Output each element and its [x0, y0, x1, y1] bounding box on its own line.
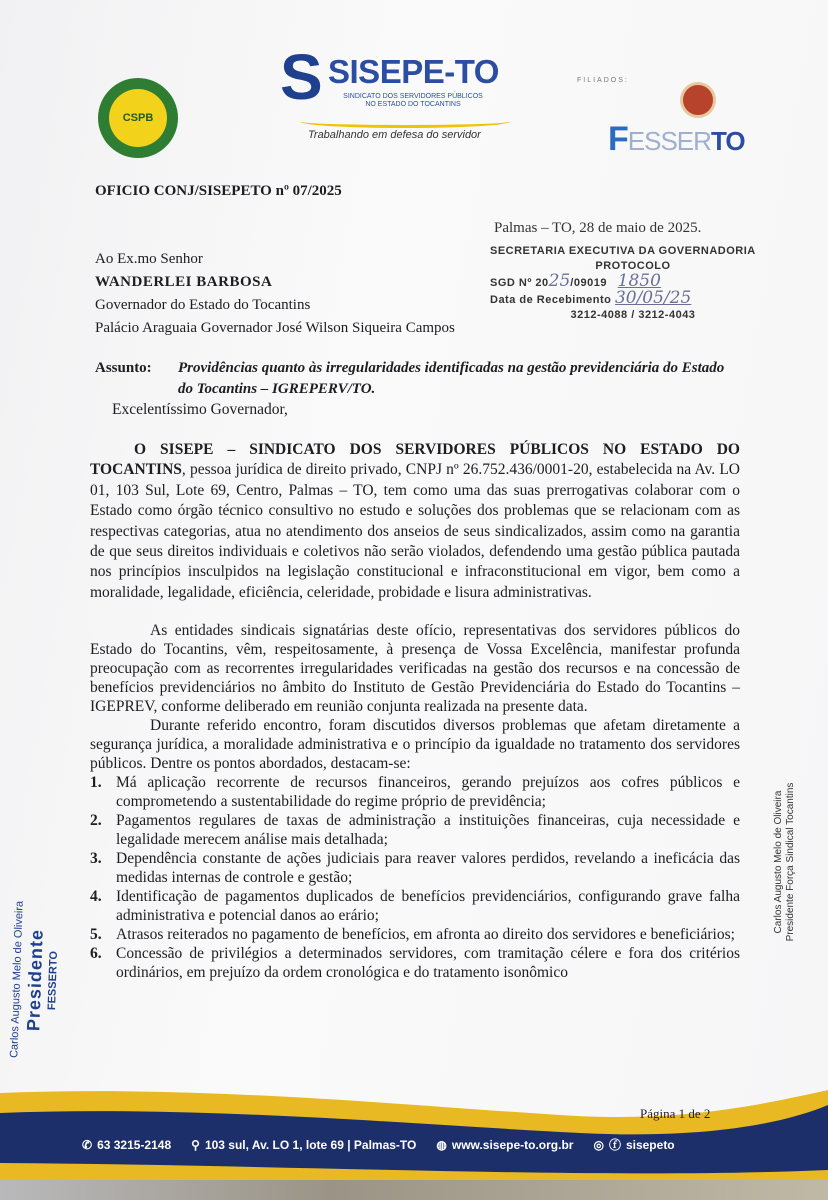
- stamp-role: Presidente Força Sindical Tocantins: [785, 782, 796, 942]
- sisepe-s-icon: S: [280, 41, 323, 113]
- location-pin-icon: ⚲: [191, 1137, 200, 1152]
- addressee-role: Governador do Estado do Tocantins: [95, 297, 311, 313]
- address-text: 103 sul, Av. LO 1, lote 69 | Palmas-TO: [204, 1137, 417, 1152]
- paragraph-2: As entidades sindicais signatárias deste ofício, representativas dos servidores públicos do Estado do Tocantins, vêm, respeitosamente, à presença de Vossa Excelência, manifestar profunda preocupação com as recorrentes irregularidades verificadas na gestão dos recursos e na concessão de benefícios previdenciários no âmbito do Instituto de Gestão Previdenciária do Estado do Tocantins – IGEPREV, conforme deliberado em reunião conjunta realizada na presente data.: [90, 622, 740, 716]
- background-surface: [0, 1180, 828, 1200]
- paragraph-3: Durante referido encontro, foram discutidos diversos problemas que afetam diretamente a segurança jurídica, a moralidade administrativa e o princípio da igualdade no tratamento dos servidores públicos. Dentre os pontos abordados, destacam-se:: [90, 717, 740, 773]
- footer-band: [0, 1085, 828, 1180]
- phone-text: 63 3215-2148: [97, 1137, 172, 1152]
- stamp-phones: 3212-4088 / 3212-4043: [570, 309, 696, 321]
- subject-label: Assunto:: [95, 360, 152, 376]
- filiados-label: FILIADOS:: [577, 77, 629, 84]
- list-item: [90, 811, 740, 849]
- stamp-org: FESSERTO: [45, 950, 61, 1011]
- addressee-name: WANDERLEI BARBOSA: [95, 274, 273, 290]
- website-text: www.sisepe-to.org.br: [451, 1137, 574, 1152]
- received-label: Data de Recebimento: [490, 294, 612, 306]
- right-signature-stamp: [773, 767, 797, 957]
- cspb-logo-text: CSPB: [109, 89, 167, 147]
- addressee-block: [95, 248, 455, 340]
- item-number: 1.: [90, 774, 102, 792]
- stamp-protocol: PROTOCOLO: [595, 260, 671, 272]
- document-date: Palmas – TO, 28 de maio de 2025.: [494, 220, 702, 236]
- sgd-handwritten: 1850: [617, 271, 661, 291]
- item-text: Concessão de privilégios a determinados servidores, com tramitação célere e fora dos critérios ordinários, em prejuízo da ordem cronológica e do tratamento isonômico: [116, 945, 740, 982]
- footer-contacts: [82, 1136, 675, 1153]
- brand-subtitle: SINDICATO DOS SERVIDORES PÚBLICOS NO ESTADO DO TOCANTINS: [343, 93, 483, 108]
- stamp-name: Carlos Augusto Melo de Oliveira: [773, 790, 784, 934]
- addressee-place: Palácio Araguaia Governador José Wilson Siqueira Campos: [95, 320, 455, 336]
- sgd-number: /09019: [570, 277, 607, 289]
- item-number: 6.: [90, 945, 102, 963]
- footer-website: [436, 1138, 573, 1152]
- left-signature-stamp: [7, 879, 64, 1081]
- brand-name: SISEPE-TO: [328, 53, 499, 90]
- paragraph-1: [90, 440, 740, 603]
- sgd-year-handwritten: 25: [548, 271, 571, 291]
- subject-text: Providências quanto às irregularidades identificadas na gestão previdenciária do Estado do Tocantins – IGREPERV/TO.: [178, 360, 725, 397]
- forca-sindical-logo: [680, 82, 716, 118]
- protocol-stamp: [490, 244, 776, 323]
- p1-bold: O SISEPE – SINDICATO DOS SERVIDORES PÚBLICOS NO ESTADO DO TOCANTINS: [90, 441, 740, 479]
- letter-body: [90, 358, 740, 982]
- footer-phone: [82, 1138, 171, 1152]
- fesserto-logo: FESSERTO: [608, 120, 745, 158]
- instagram-icon: ◎: [593, 1138, 604, 1152]
- item-text: Atrasos reiterados no pagamento de benefícios, em afronta ao direito dos servidores e beneficiários;: [116, 926, 735, 944]
- item-text: Pagamentos regulares de taxas de administração a instituições financeiras, cuja necessidade e legalidade merecem análise mais detalhada;: [116, 812, 740, 849]
- item-number: 3.: [90, 850, 102, 868]
- list-item: [90, 773, 740, 811]
- item-text: Má aplicação recorrente de recursos financeiros, gerando prejuízos aos cofres públicos e comprometendo a sustentabilidade do regime próprio de previdência;: [116, 774, 740, 811]
- addressee-salutation: Ao Ex.mo Senhor: [95, 251, 203, 267]
- document-title: OFICIO CONJ/SISEPETO nº 07/2025: [95, 183, 342, 199]
- item-text: Identificação de pagamentos duplicados de benefícios previdenciários, configurando grave falha administrativa e potencial danos ao erário;: [116, 888, 740, 925]
- page-number: Página 1 de 2: [640, 1106, 711, 1121]
- stamp-role: Presidente: [23, 928, 47, 1032]
- facebook-icon: ⓕ: [608, 1138, 621, 1152]
- sisepe-logo: [280, 41, 520, 155]
- list-item: [90, 925, 740, 944]
- swoosh-decoration: [300, 115, 510, 128]
- stamp-name: Carlos Augusto Melo de Oliveira: [8, 900, 26, 1059]
- greeting: Excelentíssimo Governador,: [112, 401, 288, 418]
- tagline: Trabalhando em defesa do servidor: [308, 129, 481, 141]
- cspb-logo: [98, 78, 178, 158]
- subject-block: [90, 358, 740, 400]
- social-text: sisepeto: [625, 1138, 675, 1152]
- list-item: [90, 887, 740, 925]
- footer-address: [191, 1138, 416, 1152]
- globe-icon: ◍: [436, 1137, 447, 1152]
- stamp-line: SECRETARIA EXECUTIVA DA GOVERNADORIA: [490, 245, 756, 257]
- issues-list: [90, 773, 740, 982]
- stamp-received: [490, 288, 776, 308]
- item-number: 2.: [90, 812, 102, 830]
- received-date-handwritten: 30/05/25: [614, 288, 692, 308]
- item-number: 5.: [90, 926, 102, 944]
- item-number: 4.: [90, 888, 102, 906]
- list-item: [90, 849, 740, 887]
- phone-icon: ✆: [82, 1137, 93, 1152]
- sgd-label: SGD Nº 20: [490, 277, 549, 289]
- item-text: Dependência constante de ações judiciais para reaver valores perdidos, revelando a ineficácia das medidas internas de controle e gestão;: [116, 850, 740, 887]
- footer-social: [593, 1136, 674, 1153]
- p1-text: , pessoa jurídica de direito privado, CNPJ nº 26.752.436/0001-20, estabelecida na Av. LO 01, 103 Sul, Lote 69, Centro, Palmas – TO, tem como uma das suas prerrogativas colaborar com o Estado como órgão técnico consultivo no estudo e soluções dos problemas que se relacionam com as respectivas categorias, atua no atendimento dos anseios de seus sindicalizados, assim como na garantia de que seus direitos individuais e coletivos não serão violados, defendendo uma gestão pública pautada nos princípios insculpidos na legislação constitucional e infraconstitucional em vigor, bem como a moralidade, legalidade, eficiência, celeridade, probidade e lisura administrativas.: [90, 461, 740, 601]
- list-item: [90, 944, 740, 982]
